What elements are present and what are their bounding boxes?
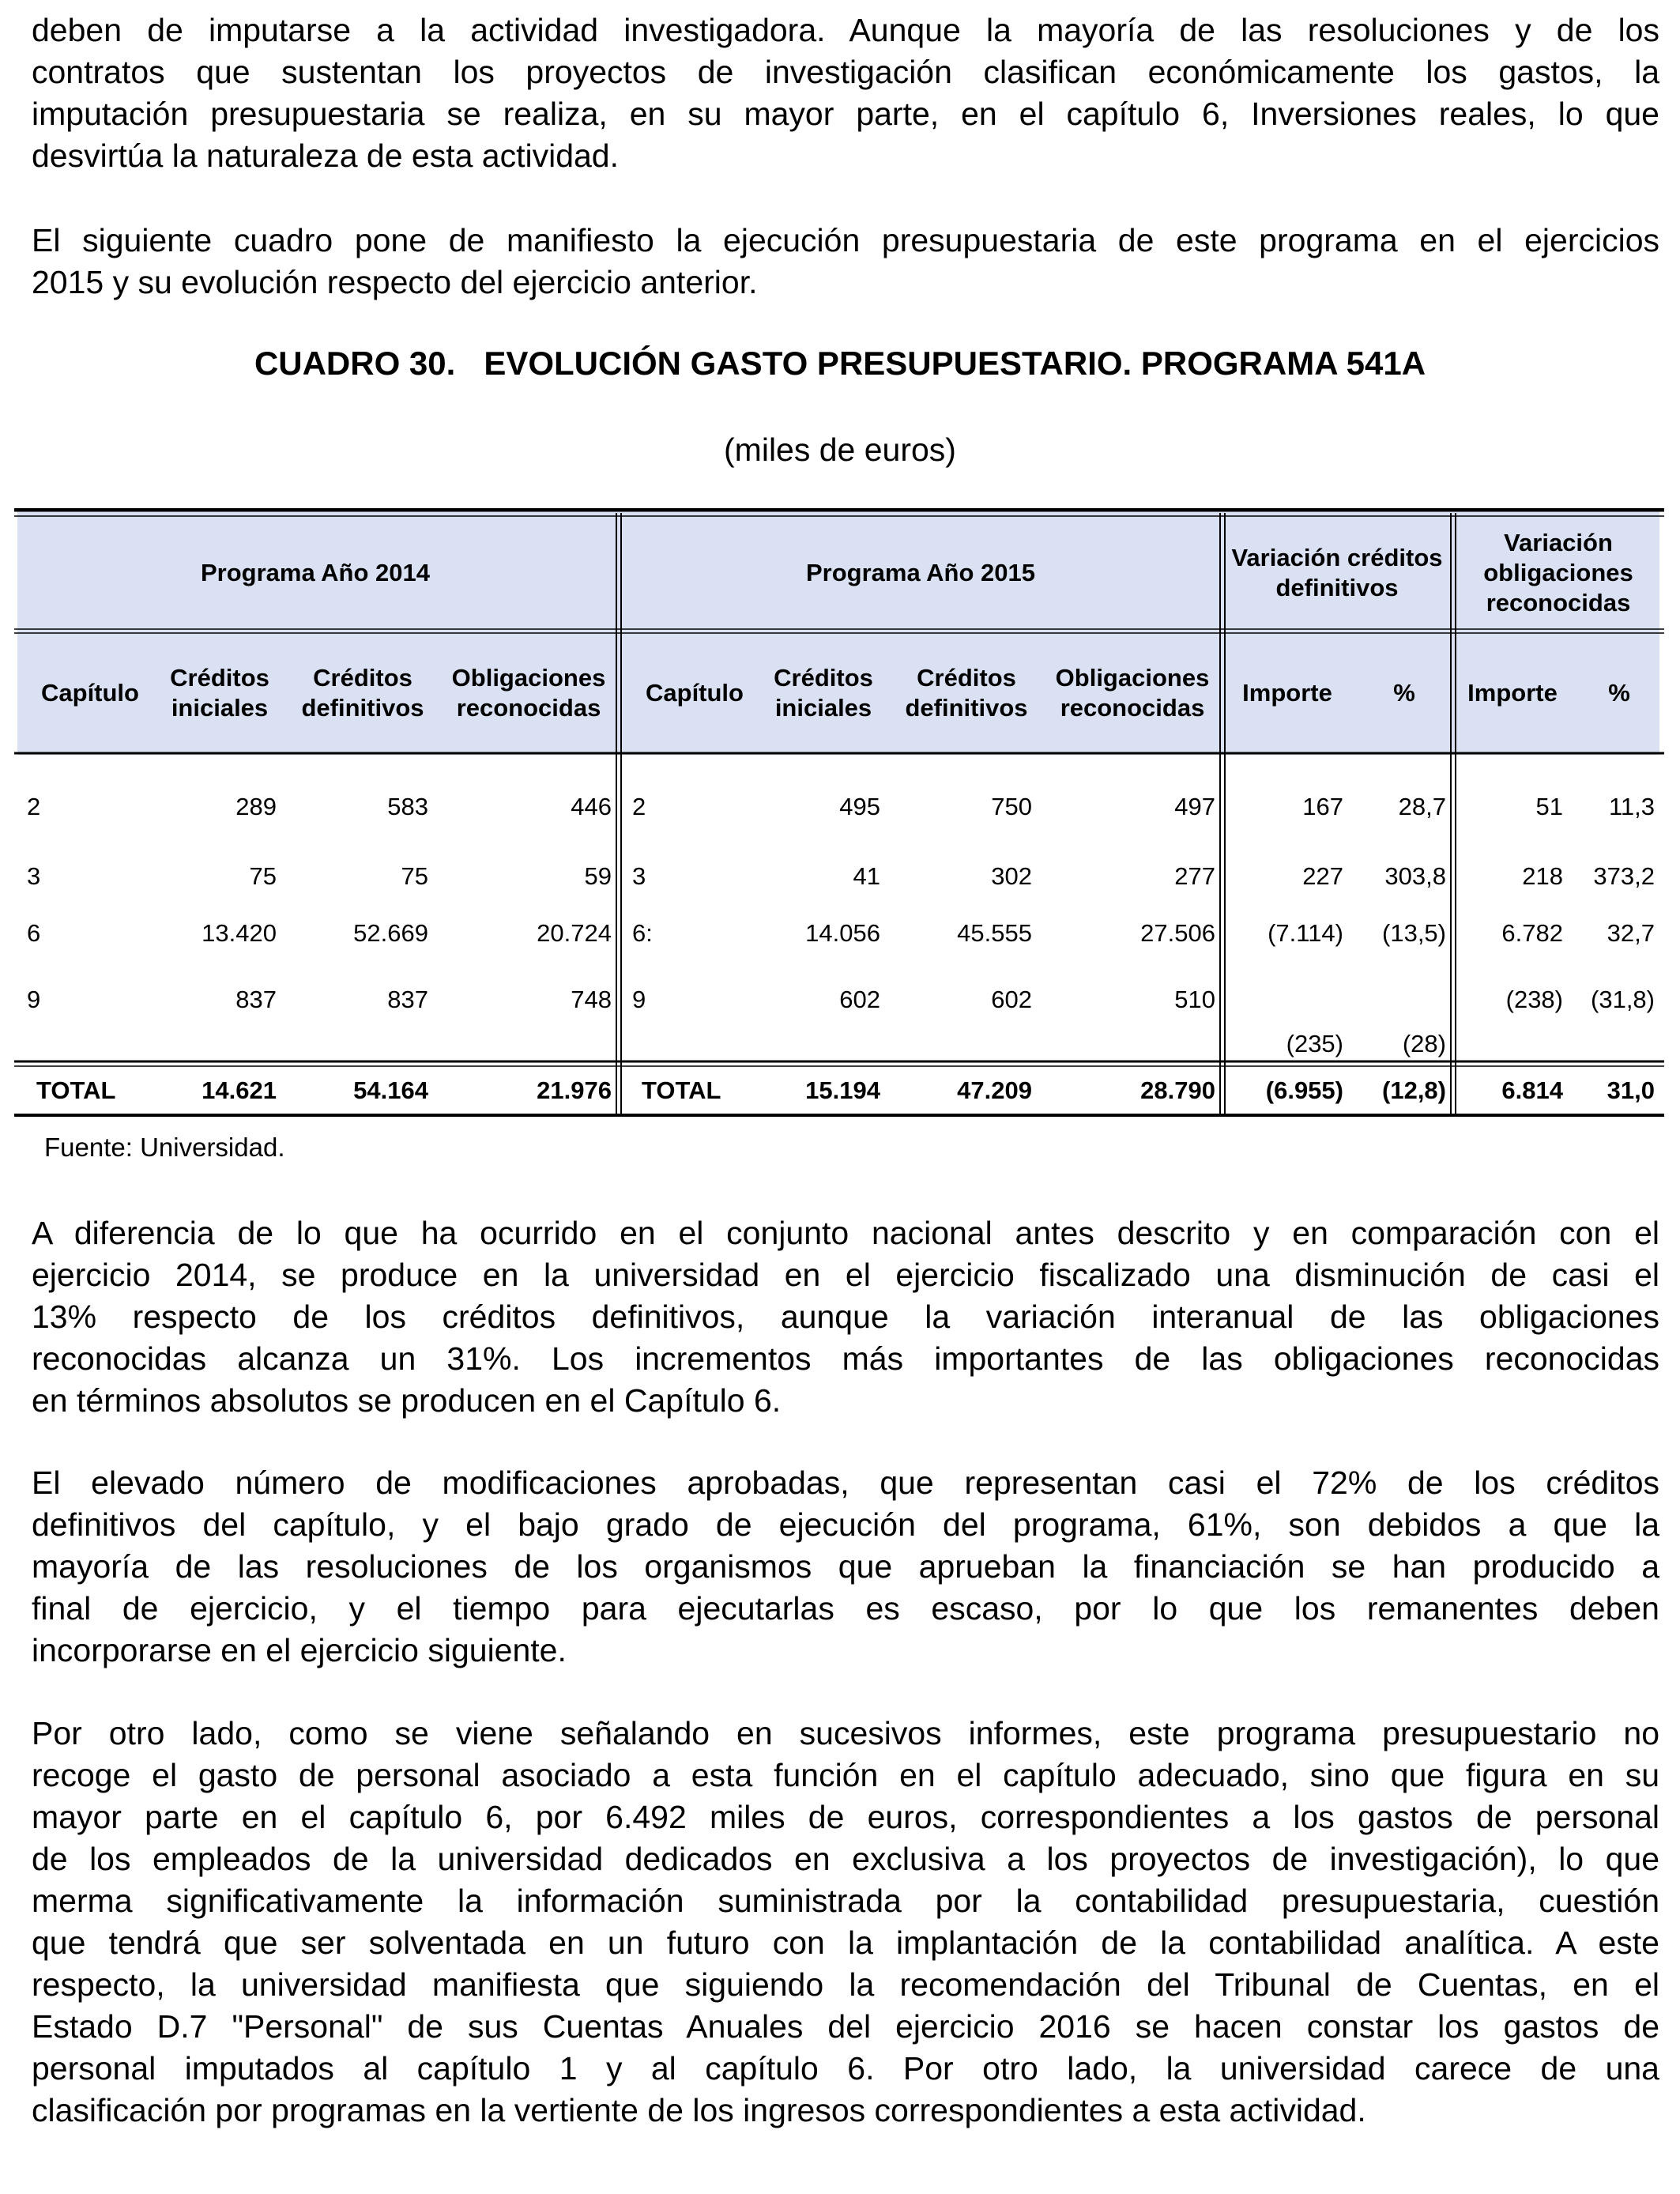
table-cell: 6.782 — [1501, 919, 1563, 947]
table-cell: 602 — [991, 986, 1032, 1013]
table-cell: 75 — [249, 862, 277, 890]
total-cell: 54.164 — [353, 1076, 428, 1104]
table-cell: 227 — [1302, 862, 1343, 890]
table-cell: 6: — [632, 919, 653, 947]
table-cell: 837 — [235, 986, 277, 1013]
table-cell: 41 — [853, 862, 880, 890]
column-header: Créditos iniciales — [170, 664, 269, 722]
table-number: CUADRO 30. — [254, 345, 456, 382]
table-cell: 750 — [991, 793, 1032, 820]
table-cell: (31,8) — [1591, 986, 1655, 1013]
table-units: (miles de euros) — [724, 432, 956, 468]
text-line: personal imputados al capítulo 1 y al capítulo 6. Por otro lado, la universidad carece de una — [32, 2050, 1659, 2087]
text-line: respecto, la universidad manifiesta que siguiendo la recomendación del Tribunal de Cuentas, en el — [32, 1966, 1659, 2003]
column-header: Créditos iniciales — [774, 664, 873, 722]
modifications-paragraph — [32, 1462, 1659, 1672]
table-cell: 289 — [235, 793, 277, 820]
table-title — [0, 345, 1680, 383]
text-line: que tendrá que ser solventada en un futuro con la implantación de la contabilidad analítica. A este — [32, 1924, 1659, 1961]
table-cell: 27.506 — [1140, 919, 1215, 947]
column-header: % — [1393, 679, 1415, 707]
text-line: incorporarse en el ejercicio siguiente. — [32, 1632, 567, 1668]
text-line: mayor parte en el capítulo 6, por 6.492 miles de euros, correspondientes a los gastos de personal — [32, 1799, 1659, 1835]
table-cell: 302 — [991, 862, 1032, 890]
text-line: Por otro lado, como se viene señalando en sucesivos informes, este programa presupuestario no — [32, 1715, 1659, 1751]
personnel-paragraph — [32, 1713, 1659, 2132]
total-cell: 21.976 — [537, 1076, 612, 1104]
analysis-paragraph — [32, 1212, 1659, 1422]
text-line: contratos que sustentan los proyectos de investigación clasifican económicamente los gastos, la — [32, 54, 1659, 90]
text-line: imputación presupuestaria se realiza, en su mayor parte, en el capítulo 6, Inversiones reales, lo que — [32, 96, 1659, 132]
group-header: Programa Año 2014 — [200, 559, 431, 586]
text-line: mayoría de las resoluciones de los organismos que aprueban la financiación se han producido a — [32, 1548, 1659, 1585]
table-cell: 28,7 — [1398, 793, 1446, 820]
table-cell: (13,5) — [1382, 919, 1446, 947]
table-cell: 9 — [632, 986, 646, 1013]
total-cell: 47.209 — [957, 1076, 1032, 1104]
text-line: Estado D.7 "Personal" de sus Cuentas Anuales del ejercicio 2016 se hacen constar los gastos de — [32, 2008, 1659, 2045]
text-line: final de ejercicio, y el tiempo para ejecutarlas es escaso, por lo que los remanentes deben — [32, 1590, 1659, 1627]
text-line: 2015 y su evolución respecto del ejercicio anterior. — [32, 264, 758, 300]
table-cell: 837 — [387, 986, 428, 1013]
table-cell: 2 — [632, 793, 646, 820]
column-header: Obligaciones reconocidas — [1055, 664, 1210, 722]
table-cell: 497 — [1174, 793, 1215, 820]
table-cell: 583 — [387, 793, 428, 820]
intro-paragraph — [32, 9, 1659, 177]
text-line: A diferencia de lo que ha ocurrido en el conjunto nacional antes descrito y en comparación con el — [32, 1215, 1659, 1251]
table-cell: 218 — [1522, 862, 1563, 890]
table-cell: 495 — [839, 793, 880, 820]
total-cell: TOTAL — [36, 1076, 116, 1104]
group-header: Programa Año 2015 — [805, 559, 1036, 586]
column-header: % — [1608, 679, 1630, 707]
text-line: ejercicio 2014, se produce en la universidad en el ejercicio fiscalizado una disminución de casi el — [32, 1257, 1659, 1293]
text-line: en términos absolutos se producen en el Capítulo 6. — [32, 1382, 782, 1419]
table-cell: 45.555 — [957, 919, 1032, 947]
lead-paragraph — [32, 220, 1659, 303]
text-line: recoge el gasto de personal asociado a esta función en el capítulo adecuado, sino que figura en su — [32, 1757, 1659, 1793]
table-cell: 303,8 — [1384, 862, 1446, 890]
table-cell: 510 — [1174, 986, 1215, 1013]
table-cell: 9 — [27, 986, 41, 1013]
table-cell: 13.420 — [202, 919, 277, 947]
table-cell: (235) — [1286, 1030, 1343, 1057]
table-cell: 20.724 — [537, 919, 612, 947]
text-line: El elevado número de modificaciones aprobadas, que representan casi el 72% de los créditos — [32, 1465, 1659, 1501]
column-header: Créditos definitivos — [905, 664, 1028, 722]
table-cell: 51 — [1535, 793, 1563, 820]
table-cell: 11,3 — [1608, 793, 1655, 820]
total-cell: 6.814 — [1501, 1076, 1563, 1104]
text-line: reconocidas alcanza un 31%. Los incrementos más importantes de las obligaciones reconocidas — [32, 1340, 1659, 1377]
total-cell: 28.790 — [1140, 1076, 1215, 1104]
group-header: Variación obligaciones reconocidas — [1483, 529, 1633, 616]
table-cell: 52.669 — [353, 919, 428, 947]
text-line: desvirtúa la naturaleza de esta actividad. — [32, 138, 620, 174]
group-header: Variación créditos definitivos — [1231, 544, 1443, 601]
table-cell: (28) — [1402, 1030, 1446, 1057]
column-header: Créditos definitivos — [301, 664, 424, 722]
table-cell: 59 — [584, 862, 612, 890]
total-cell: 31,0 — [1607, 1076, 1655, 1104]
text-line: de los empleados de la universidad dedicados en exclusiva a los proyectos de investigación), lo que — [32, 1841, 1659, 1877]
table-cell: 373,2 — [1593, 862, 1655, 890]
total-cell: 15.194 — [805, 1076, 880, 1104]
column-header: Importe — [1467, 679, 1558, 707]
total-cell: (6.955) — [1265, 1076, 1343, 1104]
table-cell: 32,7 — [1607, 919, 1655, 947]
table-cell: 602 — [839, 986, 880, 1013]
table-cell: 167 — [1302, 793, 1343, 820]
table-cell: 2 — [27, 793, 41, 820]
table-cell: 75 — [401, 862, 428, 890]
total-cell: (12,8) — [1382, 1076, 1446, 1104]
column-header: Importe — [1242, 679, 1332, 707]
column-header: Obligaciones reconocidas — [451, 664, 606, 722]
text-line: deben de imputarse a la actividad investigadora. Aunque la mayoría de las resoluciones y de los — [32, 12, 1659, 48]
table-cell: (238) — [1505, 986, 1563, 1013]
text-line: 13% respecto de los créditos definitivos, aunque la variación interanual de las obligaciones — [32, 1299, 1659, 1335]
table-cell: 446 — [571, 793, 612, 820]
table-cell: 277 — [1174, 862, 1215, 890]
table-cell: 748 — [571, 986, 612, 1013]
text-line: El siguiente cuadro pone de manifiesto la ejecución presupuestaria de este programa en el ejercicios — [32, 222, 1659, 258]
table-cell: (7.114) — [1268, 919, 1343, 947]
table-source: Fuente: Universidad. — [44, 1133, 285, 1162]
text-line: merma significativamente la información suministrada por la contabilidad presupuestaria, cuestión — [32, 1883, 1659, 1919]
table-cell: 14.056 — [805, 919, 880, 947]
text-line: clasificación por programas en la vertiente de los ingresos correspondientes a esta actividad. — [32, 2092, 1366, 2128]
table-cell: 6 — [27, 919, 41, 947]
budget-table — [14, 508, 1664, 1120]
total-cell: 14.621 — [202, 1076, 277, 1104]
table-title-text: EVOLUCIÓN GASTO PRESUPUESTARIO. PROGRAMA 541A — [484, 345, 1426, 382]
text-line: definitivos del capítulo, y el bajo grado de ejecución del programa, 61%, son debidos a que la — [32, 1506, 1659, 1543]
table-cell: 3 — [27, 862, 41, 890]
column-header: Capítulo — [646, 679, 744, 707]
table-cell: 3 — [632, 862, 646, 890]
total-cell: TOTAL — [642, 1076, 721, 1104]
column-header: Capítulo — [41, 679, 139, 707]
